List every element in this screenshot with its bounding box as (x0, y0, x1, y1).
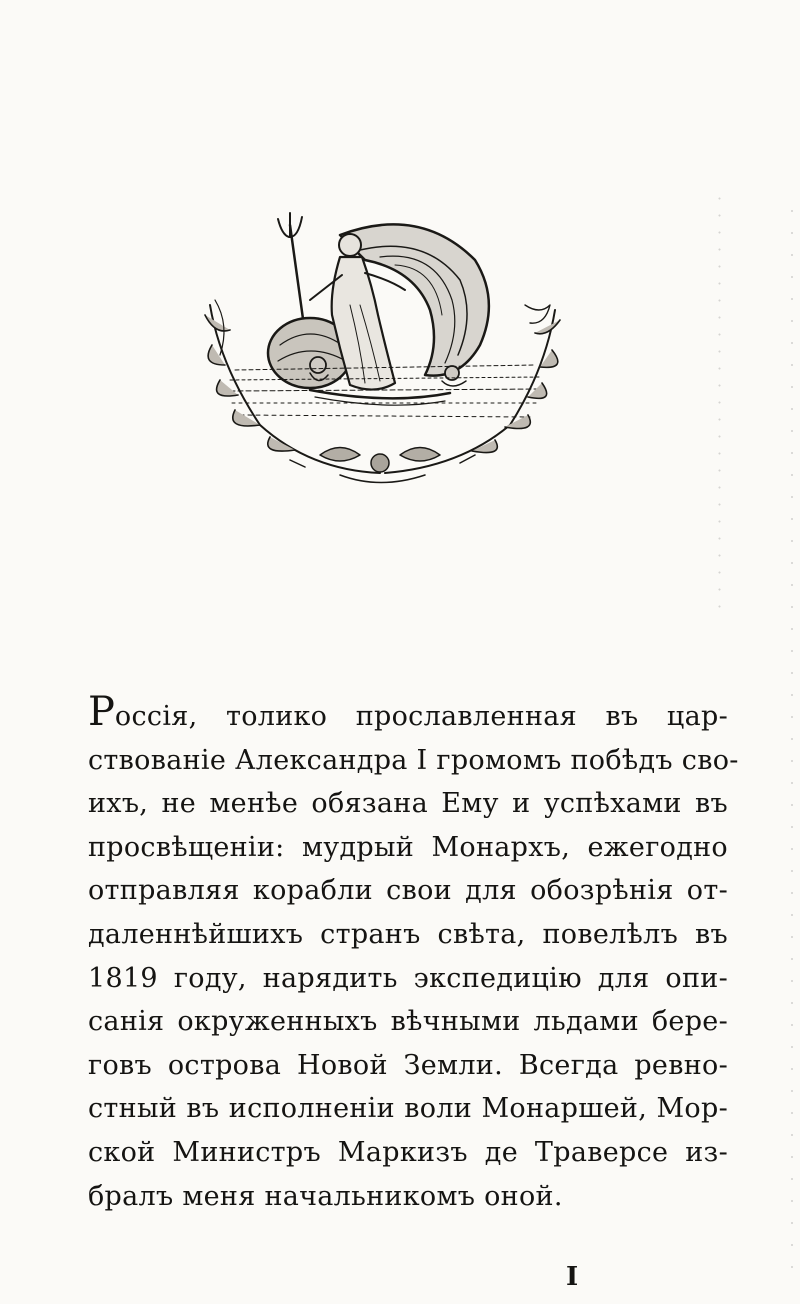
text-line: ствованіе Александра I громомъ побѣдъ сво- (88, 744, 739, 776)
text-line: бралъ меня начальникомъ оной. (88, 1180, 563, 1212)
text-line: ихъ, не менѣе обязана Ему и успѣхами въ (88, 788, 728, 820)
text-line: 1819 году, нарядить экспедицію для опи- (88, 962, 728, 994)
neptune-figure-engraving-icon (190, 205, 580, 495)
drop-capital: Р (88, 689, 115, 735)
text-line: отправляя корабли свои для обозрѣнія от- (88, 875, 728, 907)
text-line: санія окруженныхъ вѣчными льдами бере- (88, 1006, 728, 1038)
text-line: говъ острова Новой Земли. Всегда ревно- (88, 1049, 728, 1081)
page-number: I (566, 1262, 579, 1292)
first-line-rest: оссія, толико прославленная въ цар- (114, 701, 728, 732)
text-line: стный въ исполненіи воли Монаршей, Мор- (88, 1093, 728, 1125)
text-line: просвѣщеніи: мудрый Монархъ, ежегодно (88, 831, 728, 863)
text-line: ской Министръ Маркизъ де Траверсе из- (88, 1136, 728, 1168)
scan-edge-noise (790, 200, 794, 1280)
body-text (88, 689, 739, 1218)
text-line: даленнѣйшихъ странъ свѣта, повелѣлъ въ (88, 918, 728, 950)
text-line (88, 689, 728, 739)
scan-edge-noise-inner (718, 190, 721, 610)
